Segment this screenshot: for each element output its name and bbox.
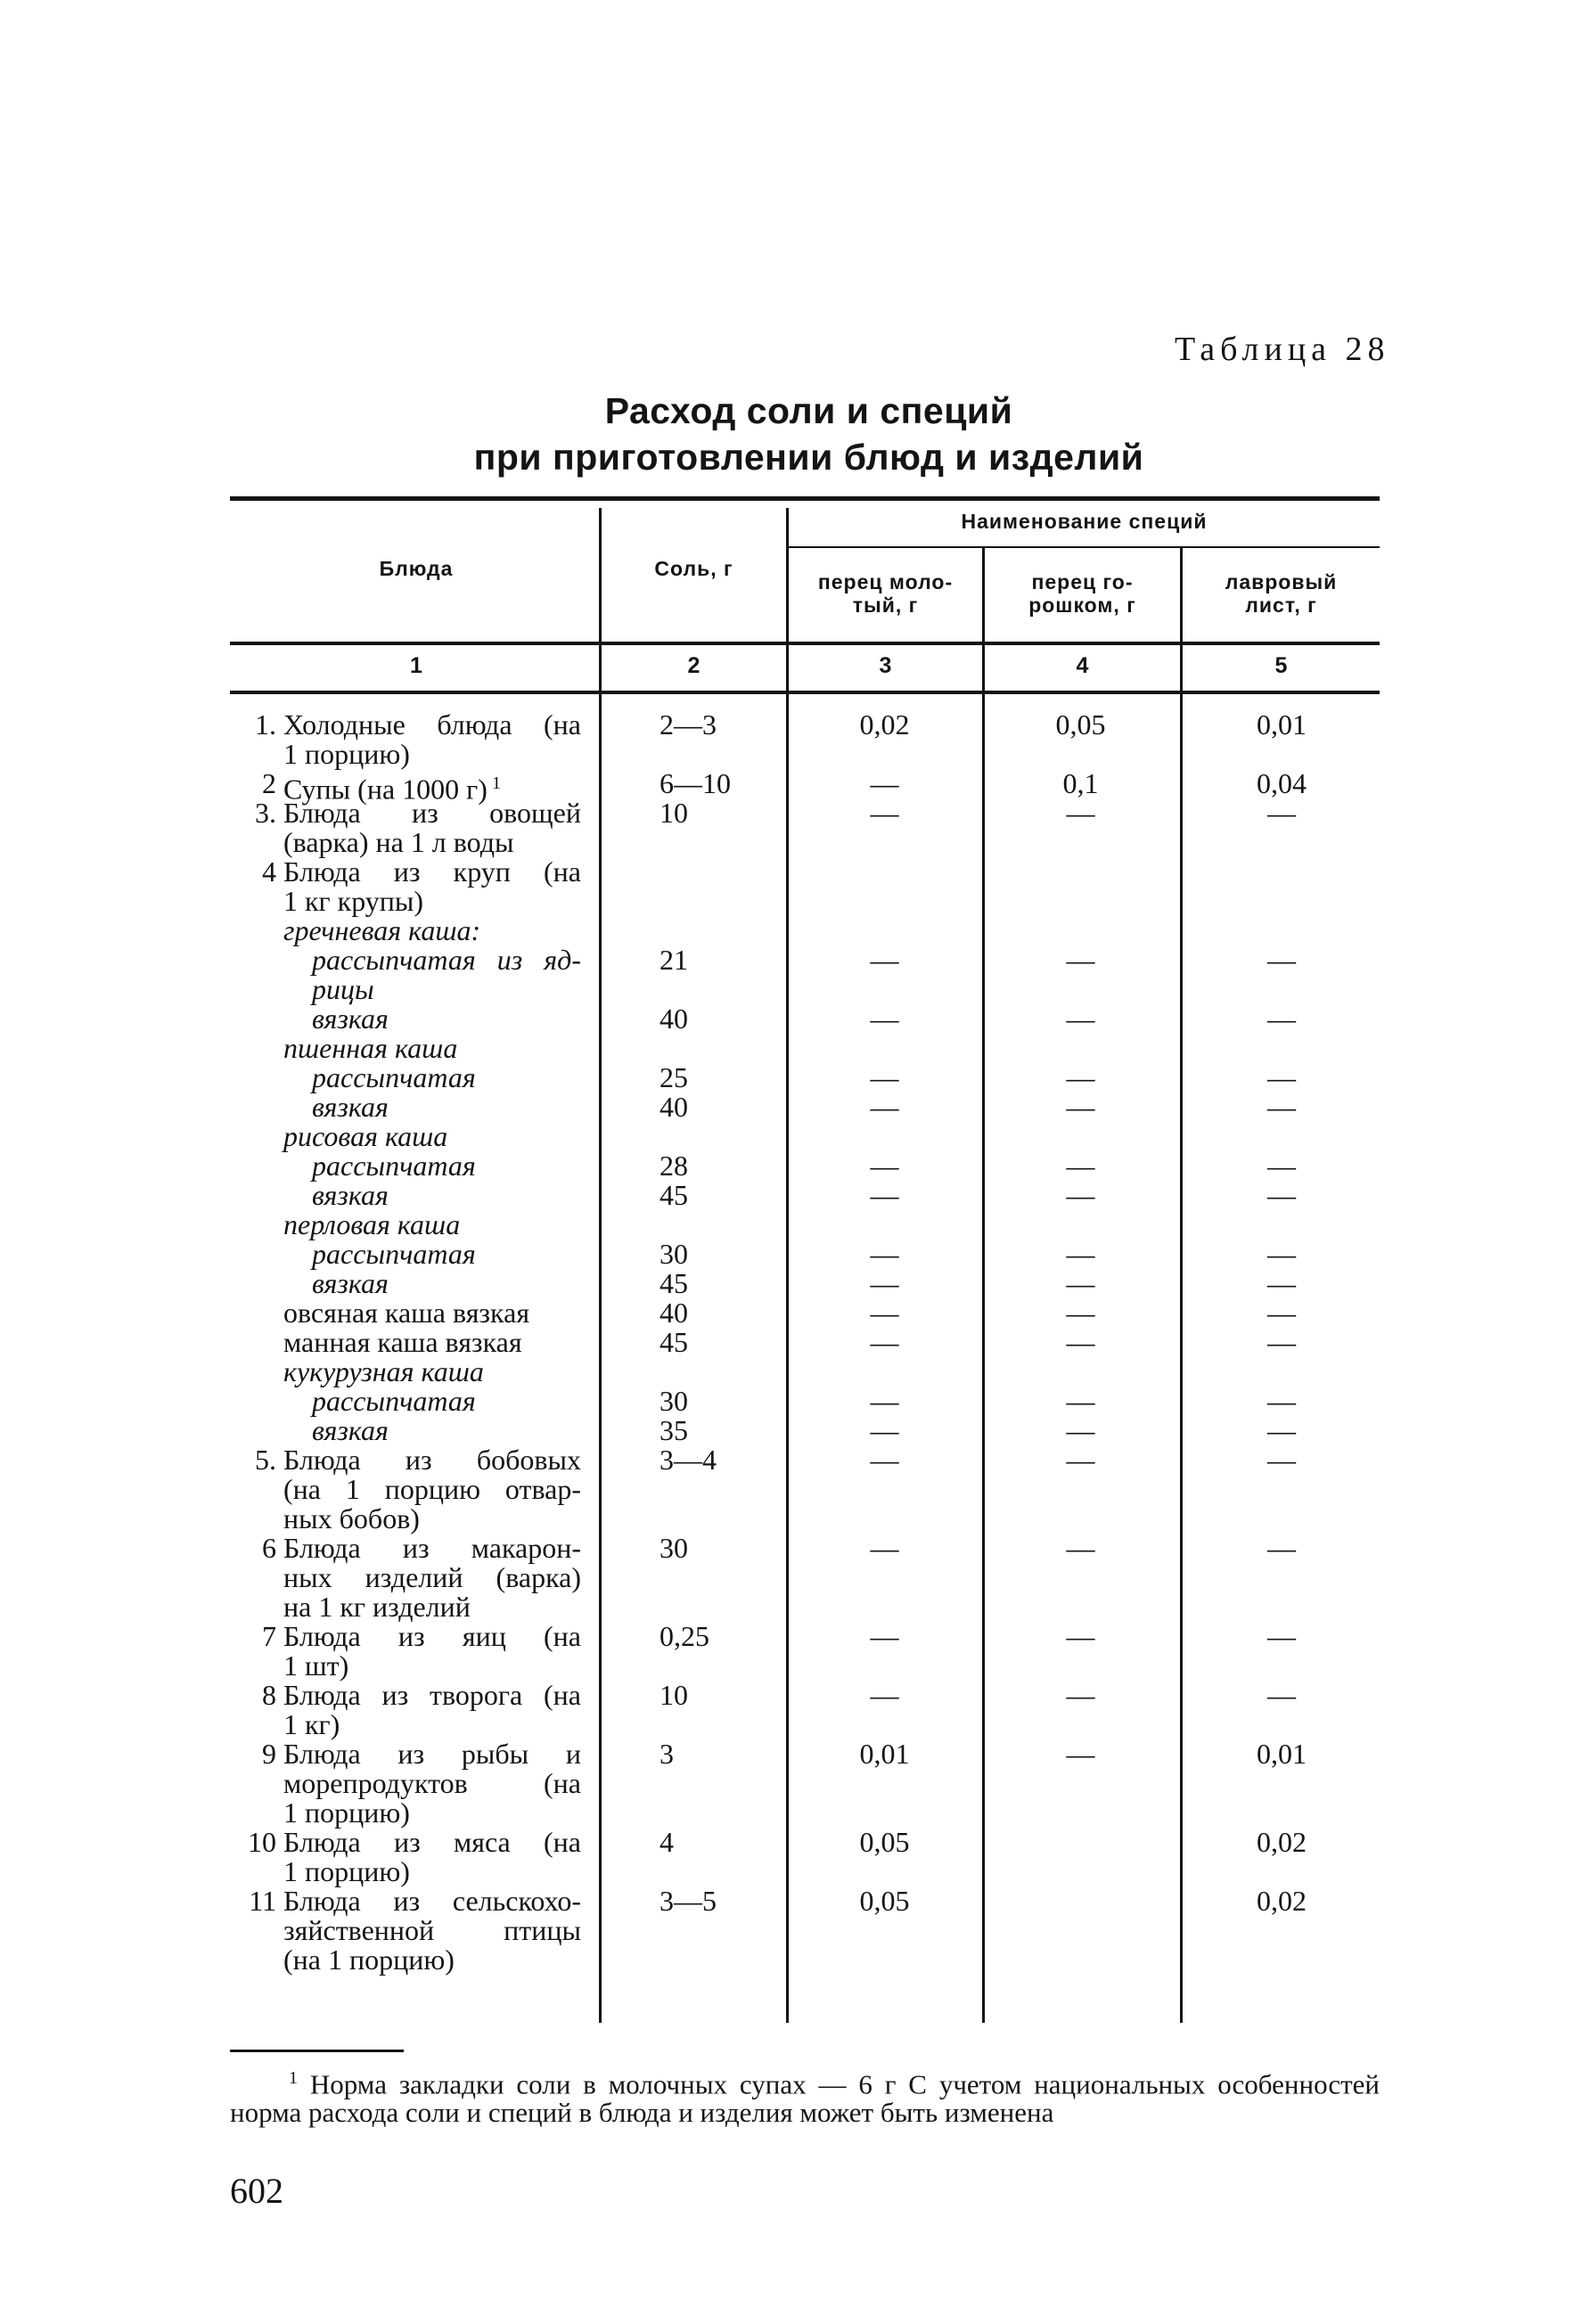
numbers-bottom-rule bbox=[230, 691, 1380, 694]
dish-name-line: 1 кг крупы) bbox=[283, 885, 424, 917]
bay-leaf-value: — bbox=[1267, 1326, 1296, 1358]
pepper-ground-value: — bbox=[870, 1297, 899, 1329]
salt-value: 2—3 bbox=[660, 708, 717, 741]
row-number: 11 bbox=[249, 1885, 276, 1917]
table-label: Таблица 28 bbox=[1175, 331, 1390, 368]
dish-variant-line: рассыпчатая bbox=[312, 1061, 476, 1093]
dish-name-line: Блюда из макарон- bbox=[283, 1532, 581, 1564]
pepper-ground-value: — bbox=[870, 1267, 899, 1299]
pepper-pea-value: — bbox=[1066, 1091, 1095, 1123]
col-number-2: 2 bbox=[687, 653, 700, 678]
bay-leaf-value: — bbox=[1267, 944, 1296, 976]
dish-name-line: (варка) на 1 л воды bbox=[283, 826, 514, 858]
dish-variant-line: рассыпчатая bbox=[312, 1150, 476, 1182]
salt-value: 3—4 bbox=[660, 1444, 717, 1476]
dish-variant-line: рассыпчатая bbox=[312, 1385, 476, 1417]
salt-value: 4 bbox=[660, 1826, 674, 1858]
pepper-ground-value: — bbox=[870, 1002, 899, 1035]
header-pepper-ground bbox=[789, 570, 982, 617]
pepper-pea-value: — bbox=[1066, 1267, 1095, 1299]
footnote-text: Норма закладки соли в молочных супах — 6 г С учетом национальных особенностей норма расхода соли и специй в блюда и изделия может быть изменена bbox=[230, 2068, 1380, 2129]
pepper-pea-value: — bbox=[1066, 1679, 1095, 1711]
footnote-mark: 1 bbox=[289, 2068, 298, 2088]
salt-value: 28 bbox=[660, 1150, 688, 1182]
bay-leaf-value: 0,01 bbox=[1257, 1738, 1307, 1770]
pepper-pea-value: 0,1 bbox=[1062, 767, 1099, 799]
pepper-pea-value: 0,05 bbox=[1055, 708, 1106, 741]
col-number-1: 1 bbox=[410, 653, 422, 678]
row-number: 10 bbox=[248, 1826, 276, 1858]
pepper-pea-value: — bbox=[1066, 1238, 1095, 1270]
footnote bbox=[230, 2064, 1380, 2127]
dish-name-line: зяйственной птицы bbox=[283, 1914, 581, 1946]
row-number: 4 bbox=[262, 855, 276, 888]
bay-leaf-value: — bbox=[1267, 1620, 1296, 1652]
pepper-pea-value: — bbox=[1066, 1738, 1095, 1770]
bay-leaf-value: — bbox=[1267, 1002, 1296, 1035]
dish-name-line: ных изделий (варка) bbox=[283, 1561, 581, 1593]
dish-subgroup: кукурузная каша bbox=[283, 1355, 484, 1387]
col-number-5: 5 bbox=[1274, 653, 1288, 678]
pepper-pea-value: — bbox=[1066, 1414, 1095, 1446]
pepper-ground-value: — bbox=[870, 1679, 899, 1711]
dish-name-line: морепродуктов (на bbox=[283, 1767, 581, 1799]
pepper-ground-value: — bbox=[870, 1532, 899, 1564]
salt-value: 40 bbox=[660, 1091, 688, 1123]
salt-value: 10 bbox=[660, 797, 688, 829]
col-number-4: 4 bbox=[1076, 653, 1089, 678]
col-divider-4 bbox=[1180, 548, 1183, 2023]
salt-value: 25 bbox=[660, 1061, 688, 1093]
pepper-ground-value: — bbox=[870, 1091, 899, 1123]
dish-name-line: на 1 кг изделий bbox=[283, 1591, 471, 1623]
salt-value: 0,25 bbox=[660, 1620, 709, 1652]
header-pepper-pea-line2: рошком, г bbox=[1028, 593, 1136, 617]
dish-subgroup: манная каша вязкая bbox=[283, 1326, 522, 1358]
header-spices-group: Наименование специй bbox=[961, 510, 1208, 533]
bay-leaf-value: — bbox=[1267, 1414, 1296, 1446]
salt-value: 30 bbox=[660, 1238, 688, 1270]
salt-value: 30 bbox=[660, 1385, 688, 1417]
dish-variant-line: вязкая bbox=[312, 1002, 389, 1035]
bay-leaf-value: — bbox=[1267, 1061, 1296, 1093]
dish-variant-line: вязкая bbox=[312, 1414, 389, 1446]
salt-value: 3 bbox=[660, 1738, 674, 1770]
dish-name-line: Блюда из творога (на bbox=[283, 1679, 581, 1711]
col-divider-1 bbox=[599, 508, 602, 2023]
pepper-ground-value: — bbox=[870, 767, 899, 799]
bay-leaf-value: 0,01 bbox=[1257, 708, 1307, 741]
header-bay-leaf bbox=[1183, 570, 1380, 617]
header-bay-leaf-line2: лист, г bbox=[1245, 593, 1317, 617]
bay-leaf-value: — bbox=[1267, 1091, 1296, 1123]
dish-variant-line: рассыпчатая bbox=[312, 1238, 476, 1270]
dish-variant-line: вязкая bbox=[312, 1267, 389, 1299]
pepper-pea-value: — bbox=[1066, 944, 1095, 976]
pepper-ground-value: — bbox=[870, 1414, 899, 1446]
bay-leaf-value: — bbox=[1267, 1150, 1296, 1182]
row-number: 9 bbox=[262, 1738, 276, 1770]
dish-name-line: Супы (на 1000 г) $^1$ bbox=[283, 773, 501, 806]
pepper-ground-value: — bbox=[870, 1150, 899, 1182]
pepper-ground-value: 0,02 bbox=[859, 708, 910, 741]
dish-name-line: 1 порцию) bbox=[283, 738, 410, 770]
salt-value: 45 bbox=[660, 1267, 688, 1299]
pepper-pea-value: — bbox=[1066, 1326, 1095, 1358]
salt-value: 21 bbox=[660, 944, 688, 976]
spices-group-rule bbox=[786, 546, 1380, 548]
dish-variant-line: вязкая bbox=[312, 1179, 389, 1211]
dish-name-line: Блюда из мяса (на bbox=[283, 1826, 581, 1858]
salt-value: 45 bbox=[660, 1326, 688, 1358]
pepper-pea-value: — bbox=[1066, 1179, 1095, 1211]
dish-name-line: 1 порцию) bbox=[283, 1855, 410, 1887]
pepper-pea-value: — bbox=[1066, 1150, 1095, 1182]
bay-leaf-value: — bbox=[1267, 1238, 1296, 1270]
pepper-pea-value: — bbox=[1066, 1297, 1095, 1329]
bay-leaf-value: 0,02 bbox=[1257, 1885, 1307, 1917]
header-pepper-ground-line1: перец моло- bbox=[817, 570, 954, 593]
table-title bbox=[374, 388, 1243, 480]
header-dishes: Блюда bbox=[379, 557, 454, 580]
salt-value: 35 bbox=[660, 1414, 688, 1446]
table-top-rule bbox=[230, 496, 1380, 501]
dish-name-line: (на 1 порцию) bbox=[283, 1943, 455, 1976]
pepper-ground-value: — bbox=[870, 1179, 899, 1211]
pepper-pea-value: — bbox=[1066, 797, 1095, 829]
salt-value: 3—5 bbox=[660, 1885, 717, 1917]
salt-value: 45 bbox=[660, 1179, 688, 1211]
dish-name-line: Блюда из круп (на bbox=[283, 855, 581, 888]
header-bottom-rule bbox=[230, 642, 1380, 645]
header-pepper-pea bbox=[985, 570, 1180, 617]
dish-name-line: Блюда из сельскохо- bbox=[283, 1885, 581, 1917]
pepper-ground-value: — bbox=[870, 1620, 899, 1652]
dish-name-line: Холодные блюда (на bbox=[283, 708, 581, 741]
salt-value: 6—10 bbox=[660, 767, 731, 799]
dish-variant-line: рицы bbox=[312, 973, 374, 1005]
dish-name-line: (на 1 порцию отвар- bbox=[283, 1473, 581, 1505]
row-number: 2 bbox=[262, 767, 276, 799]
dish-variant-line: рассыпчатая из яд- bbox=[312, 944, 581, 976]
bay-leaf-value: — bbox=[1267, 1297, 1296, 1329]
dish-name-line: Блюда из рыбы и bbox=[283, 1738, 581, 1770]
pepper-pea-value: — bbox=[1066, 1061, 1095, 1093]
pepper-ground-value: — bbox=[870, 1326, 899, 1358]
salt-value: 40 bbox=[660, 1297, 688, 1329]
bay-leaf-value: — bbox=[1267, 1532, 1296, 1564]
salt-value: 40 bbox=[660, 1002, 688, 1035]
salt-value: 30 bbox=[660, 1532, 688, 1564]
header-salt: Соль, г bbox=[654, 557, 733, 580]
row-number: 6 bbox=[262, 1532, 276, 1564]
salt-value: 10 bbox=[660, 1679, 688, 1711]
pepper-ground-value: — bbox=[870, 797, 899, 829]
pepper-pea-value: — bbox=[1066, 1532, 1095, 1564]
pepper-ground-value: 0,05 bbox=[859, 1885, 910, 1917]
pepper-ground-value: 0,05 bbox=[859, 1826, 910, 1858]
bay-leaf-value: — bbox=[1267, 1267, 1296, 1299]
footnote-rule bbox=[230, 2050, 404, 2052]
bay-leaf-value: — bbox=[1267, 1179, 1296, 1211]
pepper-pea-value: — bbox=[1066, 1444, 1095, 1476]
dish-variant-line: вязкая bbox=[312, 1091, 389, 1123]
pepper-ground-value: — bbox=[870, 1444, 899, 1476]
pepper-pea-value: — bbox=[1066, 1002, 1095, 1035]
pepper-ground-value: — bbox=[870, 1385, 899, 1417]
dish-name-line: Блюда из бобовых bbox=[283, 1444, 581, 1476]
bay-leaf-value: — bbox=[1267, 1679, 1296, 1711]
title-line-2: при приготовлении блюд и изделий bbox=[473, 437, 1144, 478]
dish-subgroup: пшенная каша bbox=[283, 1032, 458, 1064]
bay-leaf-value: — bbox=[1267, 1444, 1296, 1476]
dish-subgroup: гречневая каша: bbox=[283, 914, 481, 946]
dish-subgroup: перловая каша bbox=[283, 1208, 461, 1240]
pepper-ground-value: — bbox=[870, 1238, 899, 1270]
dish-name-line: ных бобов) bbox=[283, 1502, 420, 1534]
col-number-3: 3 bbox=[879, 653, 892, 678]
pepper-ground-value: — bbox=[870, 944, 899, 976]
row-number: 7 bbox=[262, 1620, 276, 1652]
dish-name-line: 1 порцию) bbox=[283, 1796, 410, 1829]
dish-name-line: 1 кг) bbox=[283, 1708, 340, 1740]
row-number: 5. bbox=[255, 1444, 276, 1476]
dish-subgroup: рисовая каша bbox=[283, 1120, 448, 1152]
pepper-pea-value: — bbox=[1066, 1385, 1095, 1417]
pepper-ground-value: — bbox=[870, 1061, 899, 1093]
row-number: 1. bbox=[255, 708, 276, 741]
pepper-pea-value: — bbox=[1066, 1620, 1095, 1652]
header-pepper-ground-line2: тый, г bbox=[852, 593, 919, 617]
title-line-1: Расход соли и специй bbox=[604, 390, 1013, 431]
bay-leaf-value: 0,04 bbox=[1257, 767, 1307, 799]
row-number: 8 bbox=[262, 1679, 276, 1711]
pepper-ground-value: 0,01 bbox=[859, 1738, 910, 1770]
dish-name-line: Блюда из овощей bbox=[283, 797, 581, 829]
header-pepper-pea-line1: перец го- bbox=[1031, 570, 1134, 593]
row-number: 3. bbox=[255, 797, 276, 829]
header-bay-leaf-line1: лавровый bbox=[1225, 570, 1338, 593]
page-number: 602 bbox=[230, 2171, 283, 2211]
dish-name-line: 1 шт) bbox=[283, 1649, 349, 1682]
dish-subgroup: овсяная каша вязкая bbox=[283, 1297, 530, 1329]
bay-leaf-value: 0,02 bbox=[1257, 1826, 1307, 1858]
dish-name-line: Блюда из яиц (на bbox=[283, 1620, 581, 1652]
footnote-ref: 1 bbox=[487, 773, 501, 793]
bay-leaf-value: — bbox=[1267, 797, 1296, 829]
bay-leaf-value: — bbox=[1267, 1385, 1296, 1417]
